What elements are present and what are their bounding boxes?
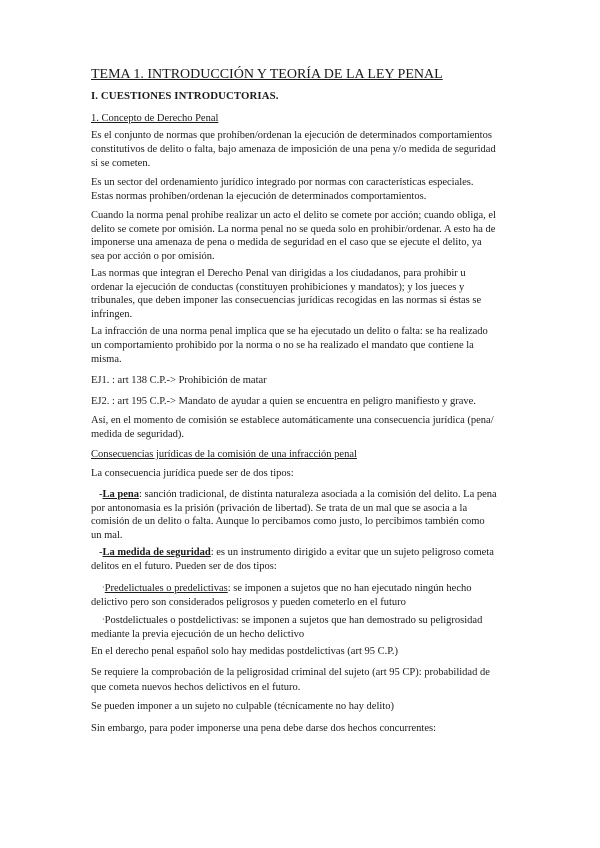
paragraph-line: constitutivos de delito o falta, bajo amenaza de imposición de una pena y/o medida de seguridad [91,144,496,155]
paragraph-hechos-concurrentes: Sin embargo, para poder imponerse una pena debe darse dos hechos concurrentes: [91,723,437,734]
paragraph-line: imponerse una amenaza de pena o medida de seguridad en el caso que se ejecute el delito, ya [91,237,482,248]
paragraph-consecuencia-automatica [91,414,494,442]
subitem-text: : se imponen a sujetos que no han ejecutado ningún hecho [227,583,472,594]
subitem-first-line [91,581,472,596]
paragraph-line: mediante la previa ejecución de un hecho delictivo [91,629,305,640]
item-la-pena [91,488,497,542]
paragraph-sector [91,176,474,204]
section-heading: I. CUESTIONES INTRODUCTORIAS. [91,90,279,102]
item-text: : es un instrumento dirigido a evitar que un sujeto peligroso cometa [210,547,494,558]
term-la-pena: La pena [102,489,139,500]
paragraph-line: ordenar la ejecución de conductas (constituyen prohibiciones y mandatos); y los jueces y [91,281,465,293]
term-predelictuales: Predelictuales o predelictivas [104,583,228,594]
paragraph-line: Estas normas prohíben/ordenan la ejecución de determinados comportamientos. [91,191,427,202]
paragraph-accion-omision [91,209,496,263]
paragraph-line: infringen. [91,308,133,320]
paragraph-definicion [91,129,496,171]
paragraph-line: delictivo pero son considerados peligrosos y pueden cometerlo en el futuro [91,597,406,608]
example-2: EJ2. : art 195 C.P.-> Mandato de ayudar a quien se encuentra en peligro manifiesto y grave. [91,396,476,407]
item-dash: - [99,489,103,500]
paragraph-line: misma. [91,354,122,365]
subitem-postdelictuales [91,613,482,642]
example-1: EJ1. : art 138 C.P.-> Prohibición de matar [91,375,267,386]
subitem-predelictuales [91,581,472,610]
paragraph-line: medida de seguridad). [91,429,185,440]
paragraph-line: Es el conjunto de normas que prohíben/ordenan la ejecución de determinados comportamientos [91,130,492,141]
paragraph-peligrosidad [91,665,490,695]
document-title: TEMA 1. INTRODUCCIÓN Y TEORÍA DE LA LEY PENAL [91,67,443,82]
paragraph-tipos: La consecuencia jurídica puede ser de dos tipos: [91,468,294,479]
term-medida-de-seguridad: La medida de seguridad [102,547,211,558]
paragraph-line: La infracción de una norma penal implica que se ha ejecutado un delito o falta: se ha realizado [91,326,488,337]
subheading-concepto: 1. Concepto de Derecho Penal [91,113,219,124]
item-text: : sanción tradicional, de distinta naturaleza asociada a la comisión del delito. La pena [138,489,497,500]
item-first-line [91,488,497,502]
paragraph-line: Es un sector del ordenamiento jurídico integrado por normas con características especiales. [91,177,474,188]
paragraph-line: delito se comete por omisión. La norma penal no se queda solo en prohibir/ordenar. A esto ha de [91,223,496,235]
paragraph-line: Así, en el momento de comisión se establece automáticamente una consecuencia jurídica (pena/ [91,415,494,426]
paragraph-line: tribunales, que deben imponer las consecuencias jurídicas recogidas en las normas si éstas se [91,295,482,306]
paragraph-derecho-espanol: En el derecho penal español solo hay medidas postdelictivas (art 95 C.P.) [91,646,399,657]
paragraph-line: sea por acción o por omisión. [91,250,215,262]
paragraph-line: si se cometen. [91,158,151,169]
paragraph-destinatarios [91,267,481,321]
item-dash: - [99,547,103,558]
paragraph-line: comisión de un delito o falta. Aunque lo percibamos como justo, lo percibimos también como [91,516,485,527]
paragraph-line: Las normas que integran el Derecho Penal van dirigidas a los ciudadanos, para prohibir u [91,268,466,279]
paragraph-line: Se requiere la comprobación de la peligrosidad criminal del sujeto (art 95 CP): probabilidad de [91,667,490,678]
subheading-consecuencias: Consecuencias jurídicas de la comisión de una infracción penal [91,449,357,460]
paragraph-sujeto-no-culpable: Se pueden imponer a un sujeto no culpable (técnicamente no hay delito) [91,701,394,712]
paragraph-line: por antonomasia es la prisión (privación de libertad). Se trata de un mal que se asocia a la [91,502,468,514]
paragraph-line: Cuando la norma penal prohíbe realizar un acto el delito se comete por acción; cuando obliga, el [91,210,496,221]
paragraph-line: que cometa nuevos hechos delictivos en el futuro. [91,682,301,693]
paragraph-infraccion [91,325,488,367]
subitem-text: Postdelictuales o postdelictivas: se imponen a sujetos que han demostrado su peligrosidad [104,615,483,626]
paragraph-line: un comportamiento prohibido por la norma o no se ha realizado el mandato que contiene la [91,340,474,351]
item-medida-de-seguridad [91,546,494,574]
subitem-first-line [91,613,482,628]
item-first-line [91,546,494,560]
paragraph-line: un mal. [91,529,123,541]
paragraph-line: delitos en el futuro. Pueden ser de dos tipos: [91,561,277,572]
bullet-dot: · [102,615,105,624]
bullet-dot: · [102,583,105,592]
